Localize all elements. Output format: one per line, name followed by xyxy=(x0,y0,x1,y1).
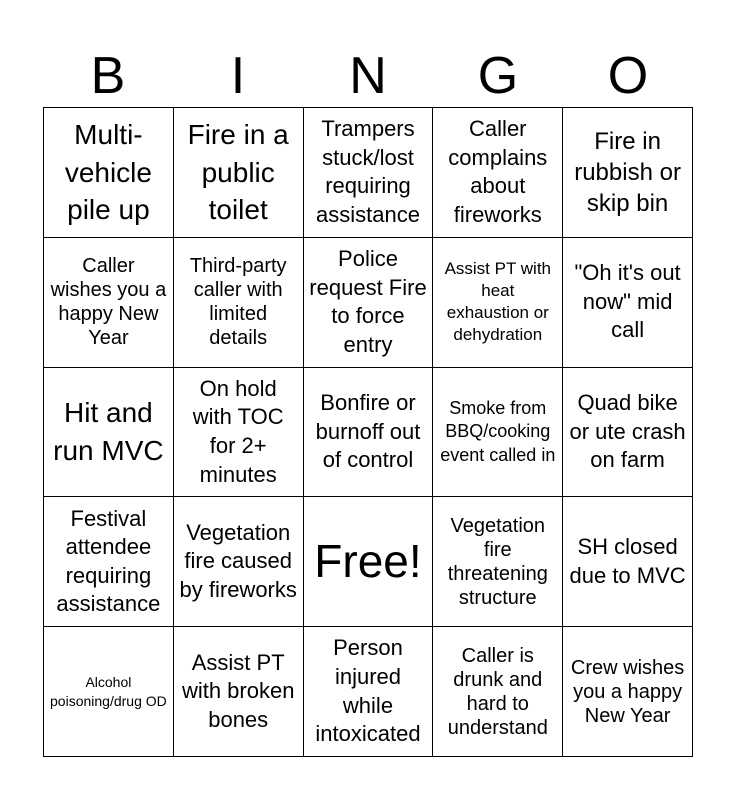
free-space-label: Free! xyxy=(314,535,422,588)
bingo-cell-r4c4[interactable] xyxy=(433,497,563,627)
cell-text: Vegetation fire caused by fireworks xyxy=(179,519,297,603)
bingo-cell-r5c4[interactable] xyxy=(433,627,563,757)
bingo-cell-r4c1[interactable] xyxy=(44,497,174,627)
cell-text: Assist PT with broken bones xyxy=(181,649,295,732)
cell-text: Trampers stuck/lost requiring assistance xyxy=(316,116,420,227)
header-letter-g: G xyxy=(477,47,519,105)
bingo-header xyxy=(43,44,693,108)
bingo-cell-r1c3[interactable] xyxy=(304,108,434,238)
bingo-cell-r3c4[interactable] xyxy=(433,368,563,498)
bingo-cell-free[interactable] xyxy=(304,497,434,627)
cell-text: Fire in rubbish or skip bin xyxy=(574,127,681,217)
bingo-cell-r5c1[interactable] xyxy=(44,627,174,757)
bingo-cell-r2c5[interactable] xyxy=(563,238,693,368)
cell-text: Crew wishes you a happy New Year xyxy=(570,656,685,727)
header-letter-n: N xyxy=(349,47,387,105)
bingo-cell-r3c1[interactable] xyxy=(44,368,174,498)
header-letter-b: B xyxy=(90,47,126,105)
bingo-cell-r1c2[interactable] xyxy=(174,108,304,238)
bingo-cell-r3c3[interactable] xyxy=(304,368,434,498)
cell-text: "Oh it's out now" mid call xyxy=(574,260,681,343)
bingo-cell-r2c1[interactable] xyxy=(44,238,174,368)
cell-text: Quad bike or ute crash on farm xyxy=(569,390,686,473)
cell-text: SH closed due to MVC xyxy=(569,534,686,588)
bingo-cell-r2c4[interactable] xyxy=(433,238,563,368)
cell-text: Caller is drunk and hard to understand xyxy=(447,644,548,739)
cell-text: Caller complains about fireworks xyxy=(448,116,548,227)
cell-text: Police request Fire to force entry xyxy=(309,246,427,357)
cell-text: Festival attendee requiring assistance xyxy=(56,505,161,617)
bingo-cell-r2c3[interactable] xyxy=(304,238,434,368)
bingo-cell-r5c5[interactable] xyxy=(563,627,693,757)
cell-text: Hit and run MVC xyxy=(53,397,164,466)
bingo-cell-r3c2[interactable] xyxy=(174,368,304,498)
bingo-cell-r1c5[interactable] xyxy=(563,108,693,238)
bingo-cell-r5c2[interactable] xyxy=(174,627,304,757)
cell-text: Multi-vehicle pile up xyxy=(64,118,152,226)
cell-text: Person injured while intoxicated xyxy=(315,635,421,747)
cell-text: Bonfire or burnoff out of control xyxy=(315,390,421,473)
bingo-cell-r2c2[interactable] xyxy=(174,238,304,368)
bingo-cell-r1c4[interactable] xyxy=(433,108,563,238)
bingo-cell-r1c1[interactable] xyxy=(44,108,174,238)
cell-text: Fire in a public toilet xyxy=(187,118,289,226)
cell-text: Caller wishes you a happy New Year xyxy=(50,255,167,350)
cell-text: Assist PT with heat exhaustion or dehydration xyxy=(444,259,551,345)
bingo-cell-r4c2[interactable] xyxy=(174,497,304,627)
bingo-cell-r5c3[interactable] xyxy=(304,627,434,757)
header-letter-o: O xyxy=(607,47,649,105)
cell-text: Vegetation fire threatening structure xyxy=(447,514,548,609)
bingo-cell-r4c5[interactable] xyxy=(563,497,693,627)
cell-text: Third-party caller with limited details xyxy=(189,255,287,350)
cell-text: On hold with TOC for 2+ minutes xyxy=(192,375,284,487)
cell-text: Alcohol poisoning/drug OD xyxy=(50,673,167,709)
header-letter-i: I xyxy=(230,47,246,105)
bingo-card xyxy=(43,107,693,757)
cell-text: Smoke from BBQ/cooking event called in xyxy=(440,397,556,465)
bingo-cell-r3c5[interactable] xyxy=(563,368,693,498)
